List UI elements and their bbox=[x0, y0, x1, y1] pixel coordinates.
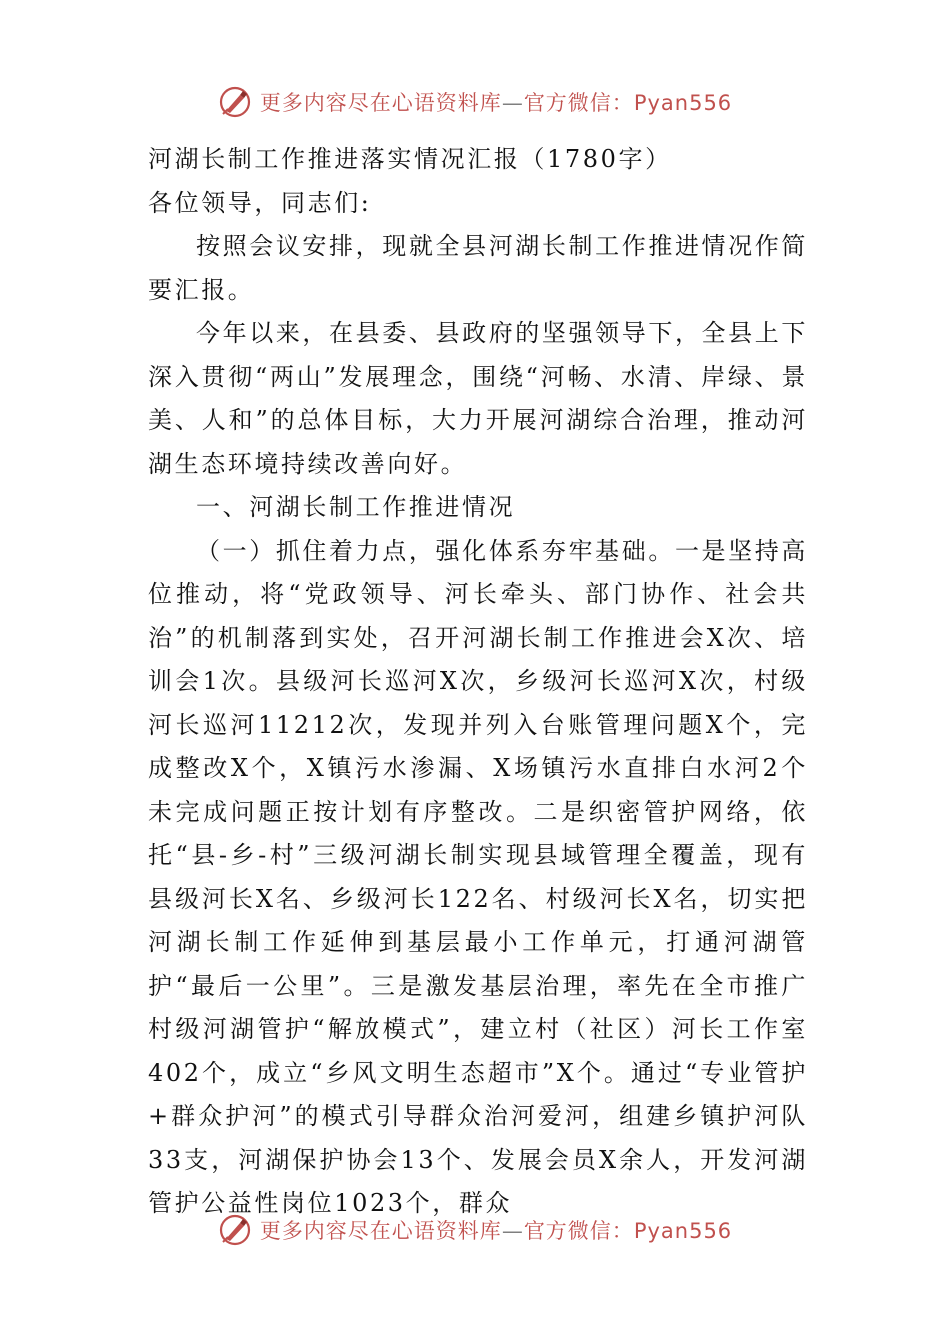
banner-text: 更多内容尽在心语资料库—官方微信：Pyan556 bbox=[259, 91, 733, 115]
footer-watermark-banner bbox=[0, 1210, 950, 1250]
salutation: 各位领导，同志们: bbox=[148, 188, 372, 217]
document-body bbox=[148, 138, 808, 1226]
paragraph-intro: 按照会议安排，现就全县河湖长制工作推进情况作简要汇报。 bbox=[148, 232, 808, 304]
document-title: 河湖长制工作推进落实情况汇报（1780字） bbox=[148, 145, 672, 173]
paragraph-section-1: （一）抓住着力点，强化体系夯牢基础。一是坚持高位推动，将“党政领导、河长牵头、部门协作、社会共治”的机制落到实处，召开河湖长制工作推进会X次、培训会1次。县级河长巡河X次，乡级河长巡河X次，村级河长巡河11212次，发现并列入台账管理问题X个，完成整改X个，X镇污水渗漏、X场镇污水直排白水河2个未完成问题正按计划有序整改。二是织密管护网络，依托“县-乡-村”三级河湖长制实现县域管理全覆盖，现有县级河长X名、乡级河长122名、村级河长X名，切实把河湖长制工作延伸到基层最小工作单元，打通河湖管护“最后一公里”。三是激发基层治理，率先在全市推广村级河湖管护“解放模式”，建立村（社区）河长工作室402个，成立“乡风文明生态超市”X个。通过“专业管护+群众护河”的模式引导群众治河爱河，组建乡镇护河队33支，河湖保护协会13个、发展会员X余人，开发河湖管护公益性岗位1023个，群众 bbox=[148, 536, 808, 1217]
pen-nib-logo-icon bbox=[218, 85, 252, 119]
header-watermark-banner bbox=[0, 82, 950, 122]
banner-text: 更多内容尽在心语资料库—官方微信：Pyan556 bbox=[259, 1219, 733, 1243]
paragraph-overview: 今年以来，在县委、县政府的坚强领导下，全县上下深入贯彻“两山”发展理念，围绕“河畅、水清、岸绿、景美、人和”的总体目标，大力开展河湖综合治理，推动河湖生态环境持续改善向好。 bbox=[148, 319, 808, 478]
pen-nib-logo-icon bbox=[218, 1213, 252, 1247]
section-heading: 一、河湖长制工作推进情况 bbox=[196, 493, 516, 521]
